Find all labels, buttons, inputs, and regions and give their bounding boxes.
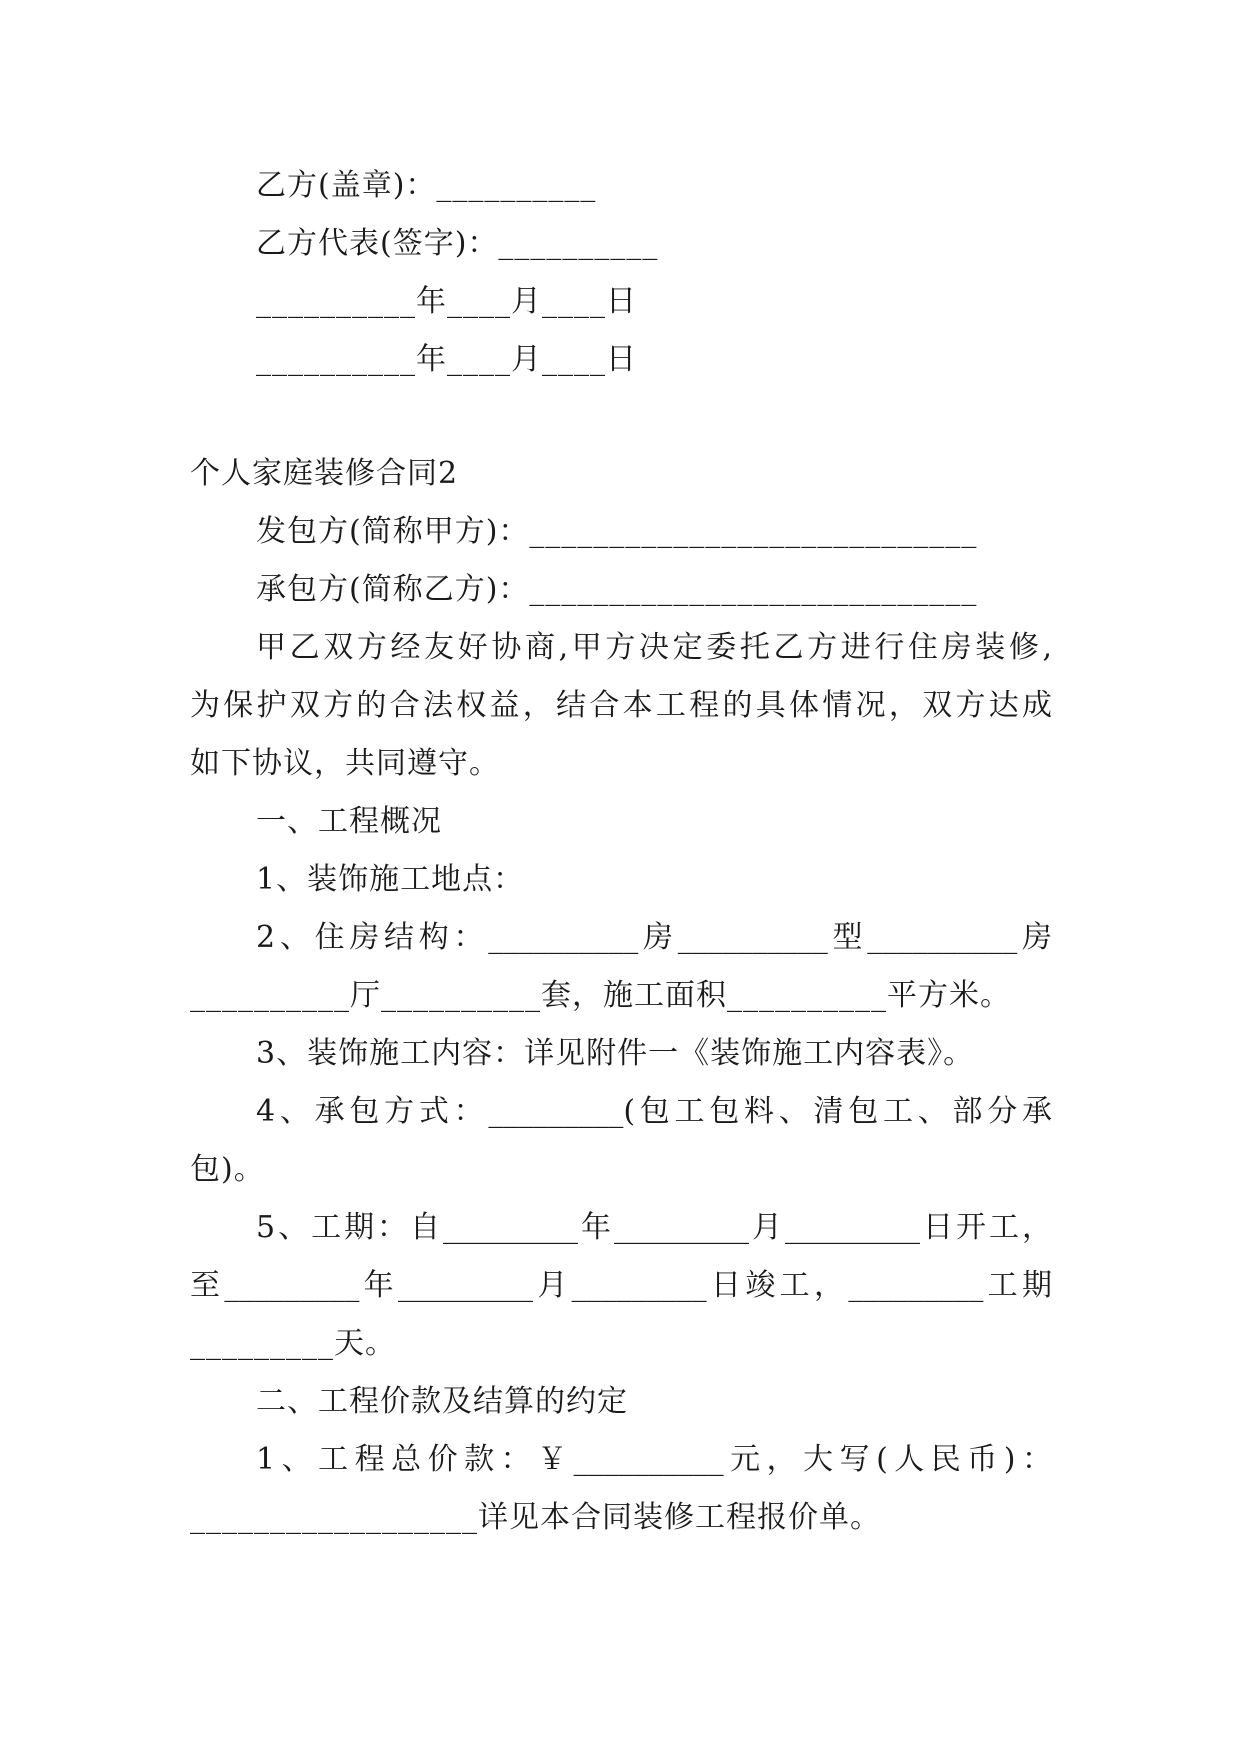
contractor-line: 承包方(简称乙方)：____________________________: [256, 572, 978, 607]
section-heading: 一、工程概况: [256, 804, 442, 839]
party-b-rep-signature-line: 乙方代表(签字)：__________: [256, 226, 659, 261]
clause-line: 2、住房结构：__________房__________型__________房: [256, 920, 1052, 955]
paragraph-line: 甲乙双方经友好协商,甲方决定委托乙方进行住房装修,: [256, 630, 1052, 665]
contract-title: 个人家庭装修合同2: [190, 456, 459, 491]
party-b-seal-line: 乙方(盖章)：__________: [256, 168, 597, 203]
clause-line: __________________详见本合同装修工程报价单。: [190, 1500, 881, 1535]
clause-line: 1、装饰施工地点：: [256, 862, 525, 897]
clause-line: 1、工程总价款：￥__________元，大写(人民币)：: [256, 1442, 1052, 1477]
clause-line: 至_________年_________月_________日竣工，_________工期: [190, 1268, 1052, 1303]
clause-line: 4、承包方式：_________(包工包料、清包工、部分承: [256, 1094, 1052, 1129]
clause-line: __________厅__________套，施工面积__________平方米。: [190, 978, 1011, 1013]
clause-line: 5、工期：自_________年_________月_________日开工，: [256, 1210, 1052, 1245]
employer-line: 发包方(简称甲方)：____________________________: [256, 514, 978, 549]
section-heading: 二、工程价款及结算的约定: [256, 1384, 628, 1419]
paragraph-line: 为保护双方的合法权益，结合本工程的具体情况，双方达成: [190, 688, 1052, 723]
clause-line: 3、装饰施工内容：详见附件一《装饰施工内容表》。: [256, 1036, 975, 1071]
clause-line: _________天。: [190, 1326, 396, 1361]
date-line: __________年____月____日: [256, 342, 637, 377]
clause-line: 包)。: [190, 1152, 265, 1187]
paragraph-line: 如下协议，共同遵守。: [190, 746, 500, 781]
date-line: __________年____月____日: [256, 284, 637, 319]
